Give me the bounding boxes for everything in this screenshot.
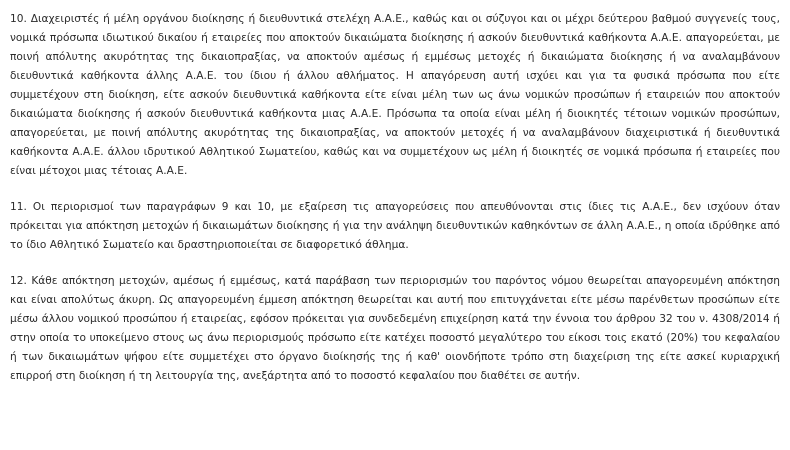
paragraph-text: Οι περιορισμοί των παραγράφων 9 και 10, με εξαίρεση τις απαγορεύσεις που απευθύνονται στις ίδιες τις Α.Α.Ε., δεν ισχύουν όταν πρόκειται για απόκτηση μετοχών ή δικαιωμάτων διοίκησης ή για την ανάληψη διευθυντικών καθηκόντων σε άλλη Α.Α.Ε., η οποία ιδρύθηκε από το ίδιο Αθλητικό Σωματείο και δραστηριοποιείται σε διαφορετικό άθλημα. [10, 201, 780, 251]
paragraph-10 [10, 10, 780, 181]
paragraph-number: 12. [10, 275, 27, 287]
paragraph-text: Κάθε απόκτηση μετοχών, αμέσως ή εμμέσως, κατά παράβαση των περιορισμών του παρόντος νόμου θεωρείται απαγορευμένη απόκτηση και είναι απολύτως άκυρη. Ως απαγορευμένη έμμεση απόκτηση θεωρείται και αυτή που επιτυγχάνεται είτε μέσω παρένθετων προσώπων είτε μέσω άλλου νομικού προσώπου ή εταιρείας, εφόσον πρόκειται για συνδεδεμένη επιχείρηση κατά την έννοια του άρθρου 32 του ν. 4308/2014 ή στην οποία το υποκείμενο στους ως άνω περιορισμούς πρόσωπο είτε κατέχει ποσοστό μεγαλύτερο του είκοσι τοις εκατό (20%) του κεφαλαίου ή των δικαιωμάτων ψήφου είτε συμμετέχει στο όργανο διοίκησής της ή καθ' οιονδήποτε τρόπο στη διαχείριση της είτε ασκεί κυριαρχική επιρροή στη διοίκηση ή τη λειτουργία της, ανεξάρτητα από το ποσοστό κεφαλαίου που διαθέτει σε αυτήν. [10, 275, 780, 382]
paragraph-12 [10, 272, 780, 386]
paragraph-11 [10, 198, 780, 255]
document-body [10, 10, 780, 403]
paragraph-text: Διαχειριστές ή μέλη οργάνου διοίκησης ή διευθυντικά στελέχη Α.Α.Ε., καθώς και οι σύζυγοι και οι μέχρι δεύτερου βαθμού συγγενείς τους, νομικά πρόσωπα ιδιωτικού δικαίου ή εταιρείες που αποκτούν δικαιώματα διοίκησης ή ασκούν διευθυντικά καθήκοντα Α.Α.Ε. απαγορεύεται, με ποινή απόλυτης ακυρότητας της δικαιοπραξίας, να αποκτούν αμέσως ή εμμέσως μετοχές ή δικαιώματα διοίκησης ή να αναλαμβάνουν διευθυντικά καθήκοντα άλλης Α.Α.Ε. του ίδιου ή άλλου αθλήματος. Η απαγόρευση αυτή ισχύει και για τα φυσικά πρόσωπα που είτε συμμετέχουν στη διοίκηση, είτε ασκούν διευθυντικά καθήκοντα είτε είναι μέλη των ως άνω νομικών προσώπων ή εταιρειών που αποκτούν δικαιώματα διοίκησης ή ασκούν διευθυντικά καθήκοντα μιας Α.Α.Ε. Πρόσωπα τα οποία είναι μέλη ή διοικητές τέτοιων νομικών προσώπων, απαγορεύεται, με ποινή απόλυτης ακυρότητας της δικαιοπραξίας, να αποκτούν μετοχές ή να αναλαμβάνουν διαχειριστικά ή διευθυντικά καθήκοντα Α.Α.Ε. άλλου ιδρυτικού Αθλητικού Σωματείου, καθώς και να συμμετέχουν ως μέλη ή διοικητές σε νομικά πρόσωπα ή εταιρείες που είναι μέτοχοι μιας τέτοιας Α.Α.Ε. [10, 13, 780, 177]
paragraph-number: 10. [10, 13, 27, 25]
paragraph-number: 11. [10, 201, 27, 213]
